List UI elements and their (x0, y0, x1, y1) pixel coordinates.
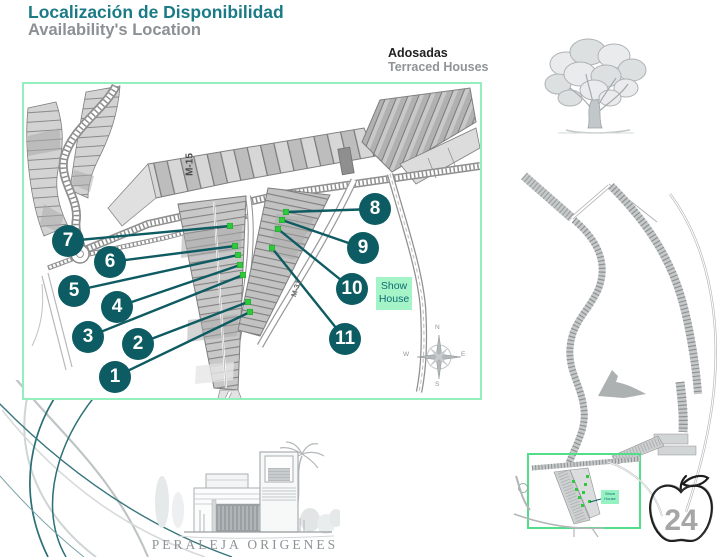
compass-north: N (435, 324, 440, 331)
legend-type-en: Terraced Houses (388, 60, 489, 74)
compass-south: S (435, 381, 440, 388)
legend-type-es: Adosadas (388, 46, 448, 60)
map-pin-1[interactable]: 1 (99, 361, 131, 393)
compass-west: W (403, 351, 410, 358)
availability-map-panel (22, 82, 482, 400)
map-pin-9[interactable]: 9 (347, 232, 379, 264)
map-pin-11[interactable]: 11 (329, 323, 361, 355)
road-label-m15: M-15 (184, 153, 196, 176)
road-label-m31: M-31 (289, 278, 303, 299)
map-pin-10[interactable]: 10 (336, 273, 368, 305)
page-title: Localización de Disponibilidad (28, 2, 284, 22)
brand-name: PERALEJA ORIGENES (151, 537, 339, 552)
olive-tree-illustration (536, 26, 658, 136)
map-pin-5[interactable]: 5 (58, 275, 90, 307)
show-house-label[interactable]: Show House (376, 277, 412, 310)
house-sketch-illustration (148, 440, 340, 540)
map-pin-8[interactable]: 8 (359, 193, 391, 225)
page-subtitle: Availability's Location (28, 21, 201, 39)
page-number: 24 (664, 504, 698, 537)
map-pin-3[interactable]: 3 (72, 321, 104, 353)
overview-show-house-label: Show House (601, 490, 619, 504)
map-pin-6[interactable]: 6 (94, 246, 126, 278)
map-pin-4[interactable]: 4 (101, 291, 133, 323)
compass-east: E (461, 351, 466, 358)
map-pin-7[interactable]: 7 (52, 225, 84, 257)
map-pin-2[interactable]: 2 (122, 328, 154, 360)
